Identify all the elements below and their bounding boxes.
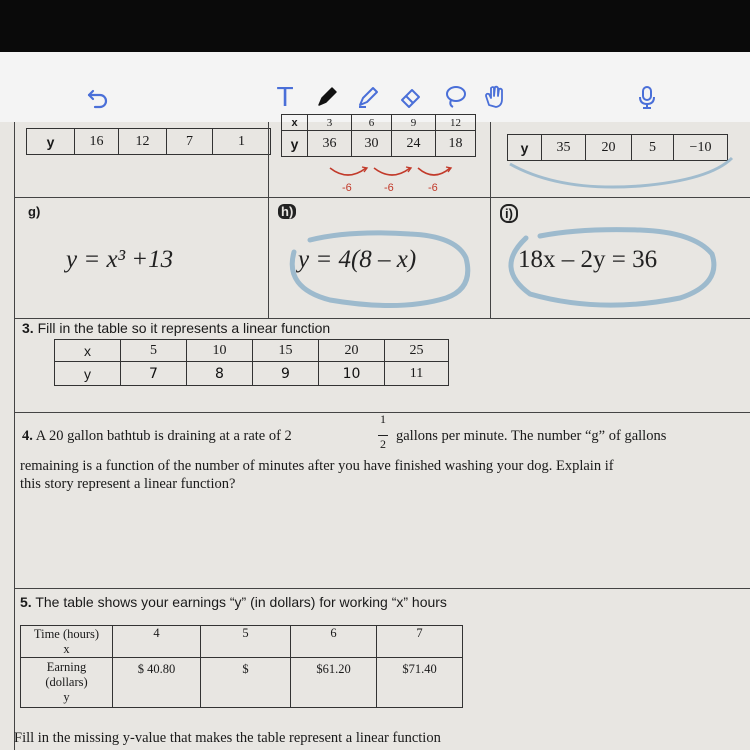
question-4-line-2: remaining is a function of the number of minutes after you have finished washing your dog. Explain if [20,458,614,474]
column-divider [268,122,269,318]
text-icon[interactable] [270,82,300,112]
question-4-line-1 [22,428,292,445]
question-text: The table shows your earnings “y” (in dollars) for working “x” hours [35,594,447,610]
row-label: Time (hours) [33,626,100,641]
table-cell: 3 [308,115,352,131]
table-cell: 6 [291,626,377,658]
table-cell: 18 [436,131,476,157]
row-divider [14,318,750,319]
question-text: A 20 gallon bathtub is draining at a rate of 2 [35,428,292,444]
table-cell: 20 [319,340,385,362]
problem-label-h: h) [278,204,296,219]
ink-circle-stroke [500,152,740,192]
mic-icon[interactable] [632,82,662,112]
row-label: y [63,690,70,704]
table-cell: 7 [167,129,213,155]
table-header-cell [21,626,113,658]
answer-cell[interactable]: 9 [253,362,319,386]
answer-cell[interactable]: 10 [319,362,385,386]
fraction-denominator: 2 [380,437,386,451]
answer-cell[interactable]: 8 [187,362,253,386]
table-cell: 16 [75,129,119,155]
question-number: 5. [20,594,32,610]
ink-circle-h [270,218,490,318]
equation-i: 18x – 2y = 36 [518,246,658,273]
table-cell: 35 [542,135,586,161]
table-cell: 36 [308,131,352,157]
question-text: Fill in the table so it represents a linear function [37,320,331,336]
top-left-table [26,128,271,155]
undo-icon[interactable] [83,82,113,112]
table-cell: 10 [187,340,253,362]
question-4-line-1b: gallons per minute. The number “g” of gallons [396,428,667,444]
table-cell: 5 [201,626,291,658]
table-header-cell [21,658,113,708]
table-cell: 7 [377,626,463,658]
table-cell: 5 [632,135,674,161]
table-cell: 12 [436,115,476,131]
question-3 [22,320,330,336]
table-cell: $ 40.80 [113,658,201,708]
table-cell: x [55,340,121,362]
table-cell: y [282,131,308,157]
table-cell: −10 [674,135,728,161]
worksheet-page [0,116,750,750]
question-5 [20,594,447,610]
table-cell: 11 [385,362,449,386]
fraction-bar [378,435,388,436]
annotation-toolbar [0,52,750,122]
page-border-left [14,122,15,750]
row-divider [14,588,750,589]
table-cell: y [508,135,542,161]
table-cell: 24 [392,131,436,157]
hand-icon[interactable] [480,82,510,112]
problem-label-i: i) [500,204,518,223]
row-label: x [63,641,70,656]
pen-icon[interactable] [312,82,342,112]
equation-g: y = x³ +13 [66,246,174,273]
table-cell: x [282,115,308,131]
table-cell: 30 [352,131,392,157]
lasso-icon[interactable] [440,82,470,112]
text-tool-label: T [276,81,294,112]
fraction-numerator: 1 [380,412,386,426]
table-cell: 20 [586,135,632,161]
table-cell: 4 [113,626,201,658]
table-cell: 1 [213,129,271,155]
top-middle-table [281,114,476,157]
table-cell: $61.20 [291,658,377,708]
question-5-footer: Fill in the missing y-value that makes the table represent a linear function [14,730,441,746]
question-number: 4. [22,428,33,444]
row-divider [14,197,750,198]
table-cell: $71.40 [377,658,463,708]
problem-label-g: g) [28,204,41,219]
table-cell: 12 [119,129,167,155]
table-cell: y [27,129,75,155]
table-cell: 15 [253,340,319,362]
highlighter-icon[interactable] [353,82,383,112]
table-cell: y [55,362,121,386]
q3-table [54,339,449,386]
ink-circle-i [490,218,730,318]
table-cell: 25 [385,340,449,362]
difference-label: -6 [384,182,394,194]
eraser-icon[interactable] [396,82,426,112]
answer-cell[interactable]: 7 [121,362,187,386]
device-top-bezel [0,0,750,52]
table-cell: 9 [392,115,436,131]
difference-label: -6 [342,182,352,194]
row-label: (dollars) [45,675,88,689]
table-cell: 6 [352,115,392,131]
question-number: 3. [22,320,34,336]
table-cell: 5 [121,340,187,362]
answer-cell[interactable]: $ [201,658,291,708]
difference-label: -6 [428,182,438,194]
equation-h: y = 4(8 – x) [298,246,417,273]
q5-table [20,625,463,708]
row-label: Earning [46,660,87,674]
question-4-line-3: this story represent a linear function? [20,476,236,492]
